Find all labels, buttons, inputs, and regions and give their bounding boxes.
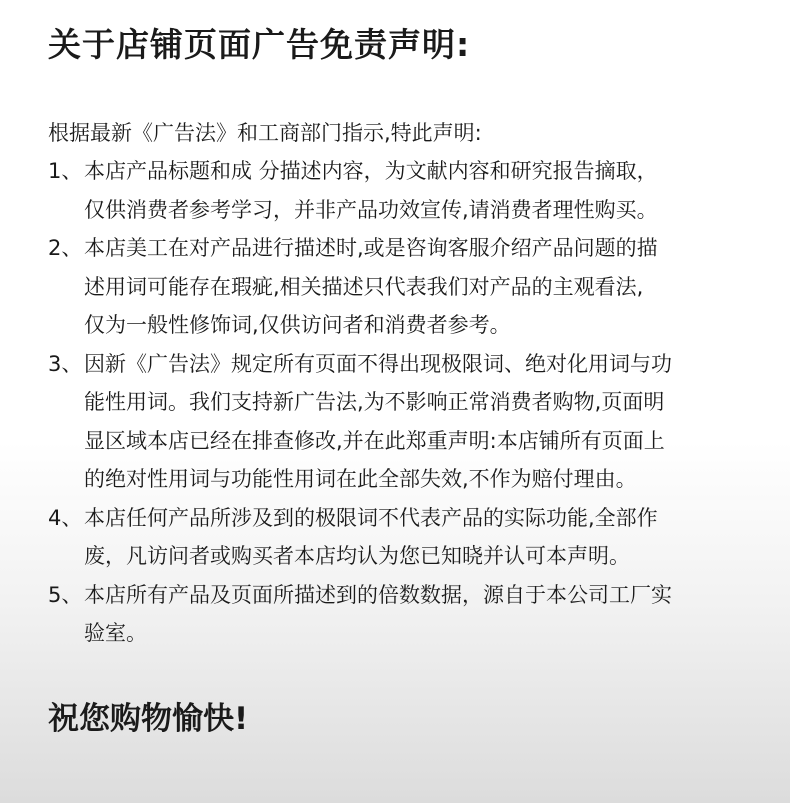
list-item-line: 仅供消费者参考学习，并非产品功效宣传,请消费者理性购买。 [84,197,658,222]
disclaimer-list [48,152,768,653]
list-item-line: 述用词可能存在瑕疵,相关描述只代表我们对产品的主观看法, [84,274,644,299]
list-item-text [84,499,658,576]
list-item-line: 仅为一般性修饰词,仅供访问者和消费者参考。 [84,313,511,337]
list-item-line: 能性用词。我们支持新广告法,为不影响正常消费者购物,页面明 [84,390,665,414]
list-item [48,576,768,653]
list-item-line: 显区域本店已经在排查修改,并在此郑重声明:本店铺所有页面上 [84,428,665,453]
list-item-line: 本店产品标题和成 分描述内容，为文献内容和研究报告摘取， [84,159,658,183]
list-item-line: 本店任何产品所涉及到的极限词不代表产品的实际功能,全部作 [84,505,658,530]
list-item [48,152,768,229]
list-item-number: 1、 [48,159,83,183]
list-item-text [84,576,672,653]
list-item-number: 4、 [48,505,83,530]
list-item-number: 3、 [48,351,83,376]
closing-text: 祝您购物愉快! [48,701,249,737]
list-item-line: 验室。 [84,621,147,645]
list-item-line: 本店美工在对产品进行描述时,或是咨询客服介绍产品问题的描 [84,236,658,260]
list-item-text [84,345,672,499]
list-item-text [84,229,658,345]
list-item-line: 废，凡访问者或购买者本店均认为您已知晓并认可本声明。 [84,544,630,568]
list-item-number: 5、 [48,582,83,607]
list-item-line: 本店所有产品及页面所描述到的倍数数据，源自于本公司工厂实 [84,582,672,607]
list-item-line: 因新《广告法》规定所有页面不得出现极限词、绝对化用词与功 [84,351,672,376]
list-item-number: 2、 [48,236,83,260]
page-title: 关于店铺页面广告免责声明: [48,25,471,64]
list-item-line: 的绝对性用词与功能性用词在此全部失效,不作为赔付理由。 [84,467,637,491]
list-item-text [84,152,658,229]
list-item [48,345,768,499]
intro-text: 根据最新《广告法》和工商部门指示,特此声明: [48,121,482,145]
list-item [48,499,768,576]
list-item [48,229,768,345]
